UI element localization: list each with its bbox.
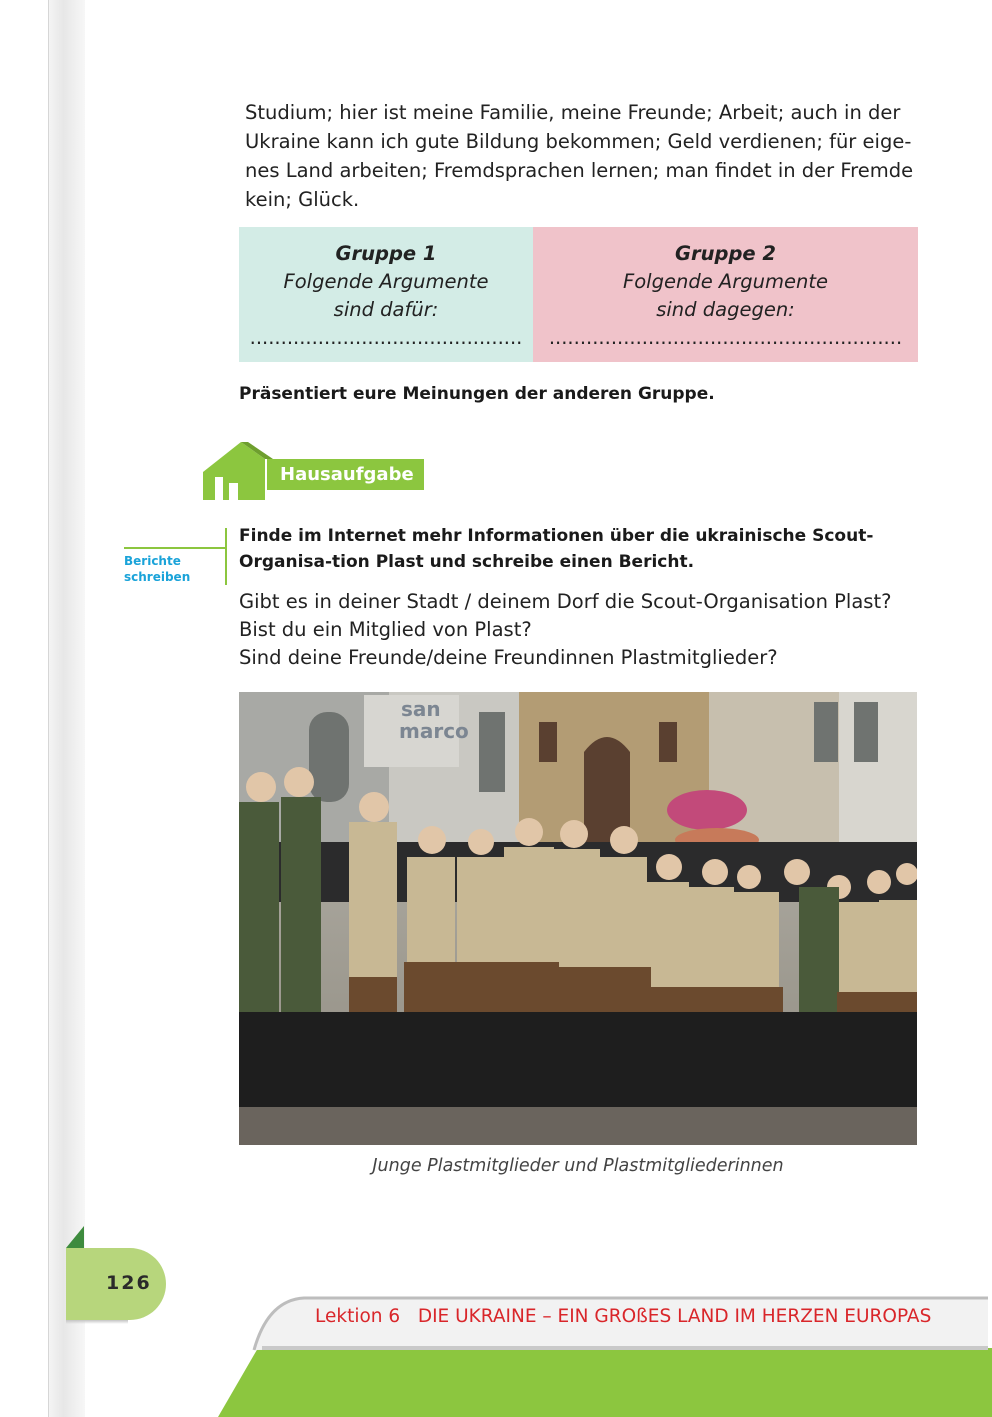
lesson-number: Lektion 6 [315,1306,401,1327]
page-number: 126 [106,1272,152,1294]
page-tab-corner [66,1226,84,1248]
question-item: Bist du ein Mitglied von Plast? [239,618,532,641]
homework-label: Hausaufgabe [267,459,424,490]
page-tab-shadow [66,1320,128,1324]
argument-table [239,227,918,362]
footer-lesson-title [315,1306,975,1327]
photo-sign-line1: san [401,697,441,721]
group-2-cell [533,227,918,362]
group-1-line2: sind dafür: [333,298,439,321]
question-item: Gibt es in deiner Stadt / deinem Dorf die Scout-Organisation Plast? [239,590,892,613]
group-1-line1: Folgende Argumente [283,270,489,293]
side-divider-horizontal [124,547,227,549]
homework-task: Finde im Internet mehr Informationen über die ukrainische Scout-Organisa-tion Plast und schreibe einen Bericht. [239,526,874,572]
present-instruction: Präsentiert eure Meinungen der anderen Gruppe. [239,384,715,404]
lesson-title: DIE UKRAINE – EIN GROßES LAND IM HERZEN EUROPAS [417,1306,932,1327]
photo-sign-line2: marco [399,719,469,743]
group-2-line1: Folgende Argumente [623,270,828,293]
side-divider-vertical [225,528,227,585]
intro-paragraph: Studium; hier ist meine Familie, meine Freunde; Arbeit; auch in der Ukraine kann ich gute Bildung bekommen; Geld verdienen; für eige-nes Land arbeiten; Fremdsprachen lernen; man findet in der Fremde kein; Glück. [245,101,914,211]
photo-caption: Junge Plastmitglieder und Plastmitgliederinnen [372,1156,784,1176]
group-2-line2: sind dagegen: [656,298,795,321]
group-1-cell [239,227,533,362]
skill-label: Berichte schreiben [124,554,191,584]
group-1-title: Gruppe 1 [335,242,437,265]
group-2-title: Gruppe 2 [674,242,776,265]
group-1-answer-line[interactable]: ............................................ [249,326,523,349]
scouts-photo [239,692,917,1145]
group-2-answer-line[interactable]: ......................................................... [548,326,903,349]
book-spine [48,0,85,1417]
question-item: Sind deine Freunde/deine Freundinnen Plastmitglieder? [239,646,778,669]
question-list [239,588,924,672]
